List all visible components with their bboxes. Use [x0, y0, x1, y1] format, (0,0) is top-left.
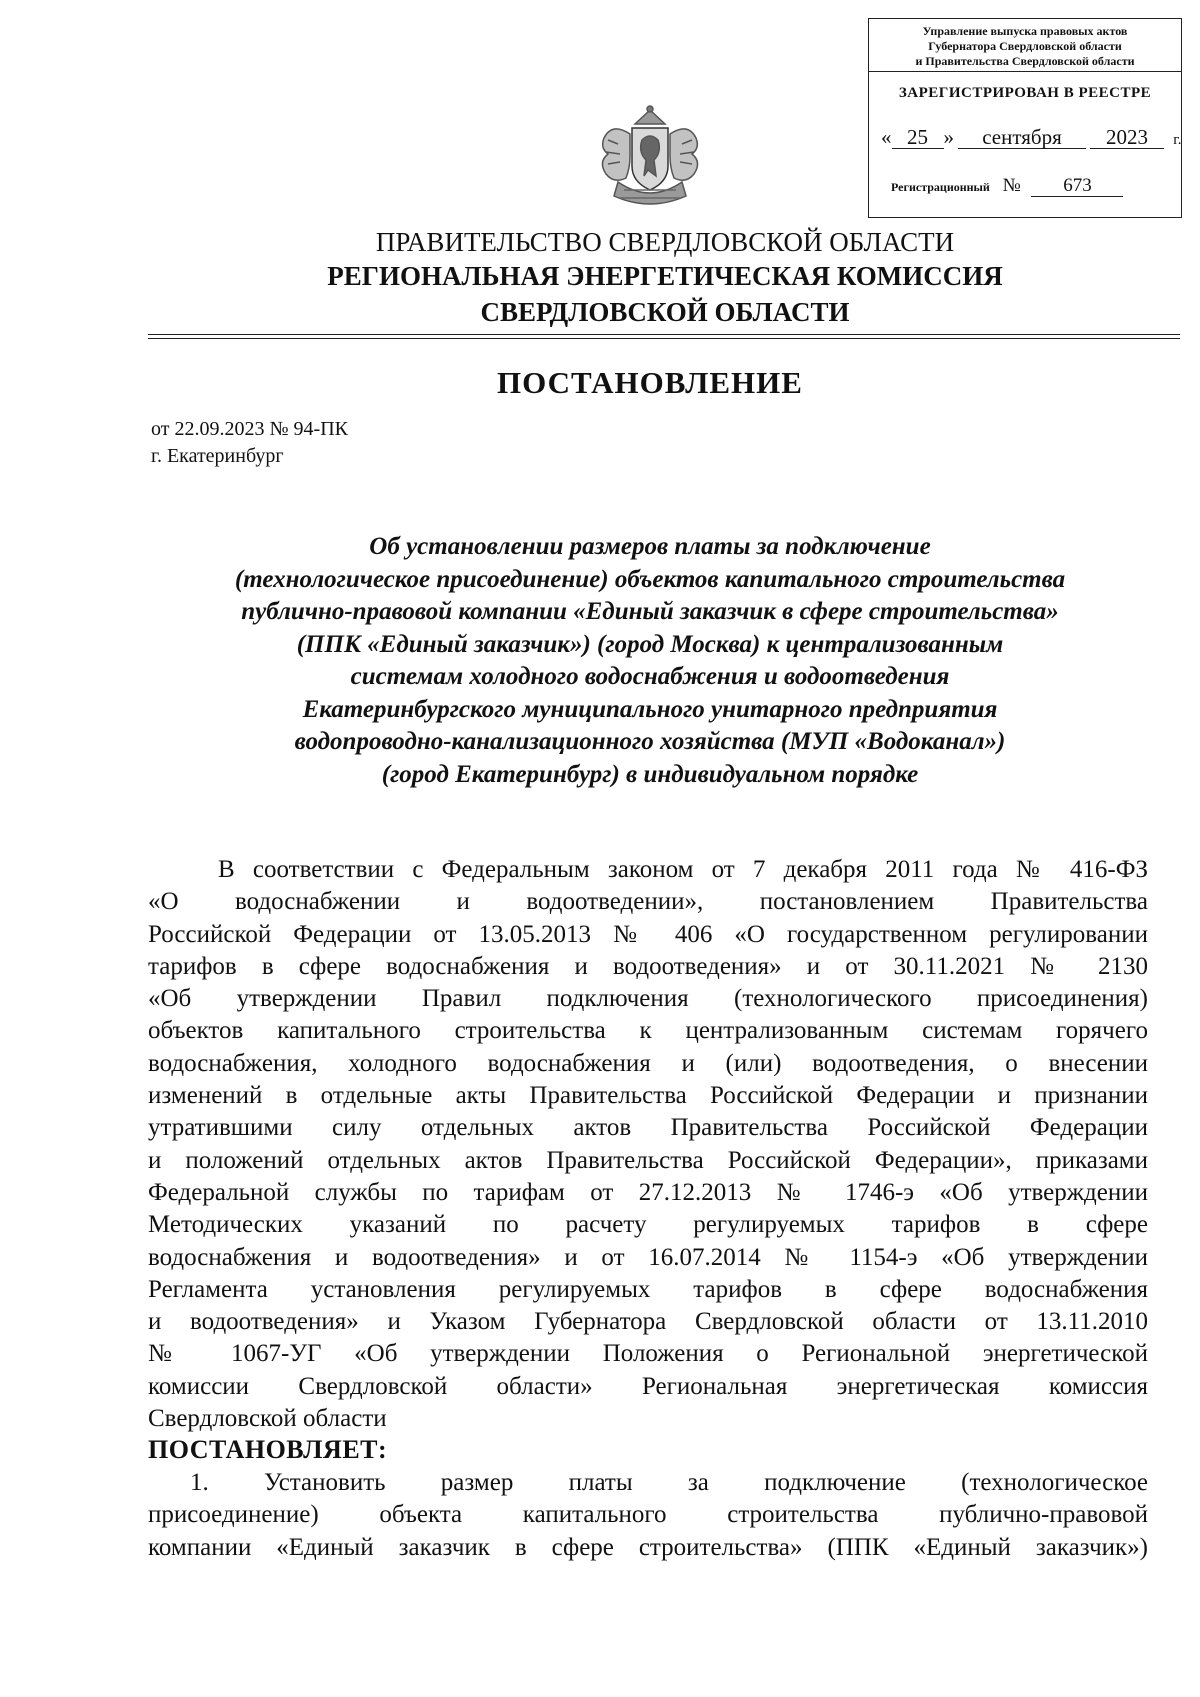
stamp-date — [881, 125, 1181, 150]
subject-line: Екатеринбургского муниципального унитарного предприятия — [302, 695, 998, 723]
item-1-line: 1. Установить размер платы за подключение (технологическое — [190, 1469, 1148, 1496]
preamble-line: Методических указаний по расчету регулируемых тарифов в сфере — [148, 1211, 1148, 1239]
preamble-line: и водоотведения» и Указом Губернатора Свердловской области от 13.11.2010 — [148, 1308, 1148, 1336]
subject-line: публично-правовой компании «Единый заказчик в сфере строительства» — [241, 598, 1059, 625]
preamble-line: комиссии Свердловской области» Региональная энергетическая комиссия — [148, 1372, 1148, 1400]
preamble-line: № 1067-УГ «Об утверждении Положения о Региональной энергетической — [148, 1340, 1148, 1368]
preamble-line: «О водоснабжении и водоотведении», постановлением Правительства — [148, 888, 1148, 916]
preamble-line: «Об утверждении Правил подключения (технологического присоединения) — [148, 985, 1148, 1013]
subject-line: системам холодного водоснабжения и водоотведения — [350, 663, 950, 690]
document-city: г. Екатеринбург — [151, 445, 284, 467]
subject-line: водопроводно-канализационного хозяйства (МУП «Водоканал») — [294, 728, 1006, 755]
header-divider — [148, 334, 1180, 335]
item-1-line: компании «Единый заказчик в сфере строительства» (ППК «Единый заказчик») — [148, 1533, 1148, 1561]
commission-title-line1: РЕГИОНАЛЬНАЯ ЭНЕРГЕТИЧЕСКАЯ КОМИССИЯ — [327, 261, 1003, 291]
header-divider-thin — [148, 338, 1180, 339]
preamble-paragraph — [148, 854, 1148, 1435]
resolve-heading: ПОСТАНОВЛЯЕТ: — [148, 1435, 388, 1464]
document-type: ПОСТАНОВЛЕНИЕ — [497, 365, 803, 400]
document-date-number: от 22.09.2023 № 94-ПК — [151, 418, 349, 440]
preamble-line: тарифов в сфере водоснабжения и водоотведения» и от 30.11.2021 № 2130 — [148, 952, 1148, 980]
subject-line: Об установлении размеров платы за подключение — [369, 533, 931, 560]
subject-line: (город Екатеринбург) в индивидуальном порядке — [381, 760, 919, 788]
subject-line: (технологическое присоединение) объектов капитального строительства — [234, 565, 1066, 593]
stamp-day: 25 — [892, 126, 944, 149]
preamble-line: и положений отдельных актов Правительства Российской Федерации», приказами — [148, 1146, 1148, 1174]
stamp-month: сентября — [958, 126, 1086, 149]
preamble-line: водоснабжения и водоотведения» и от 16.07.2014 № 1154-э «Об утверждении — [148, 1243, 1148, 1271]
stamp-reg-label: Регистрационный — [891, 180, 990, 194]
registry-stamp — [868, 18, 1182, 218]
stamp-quote-close: » — [943, 125, 954, 149]
preamble-line: изменений в отдельные акты Правительства Российской Федерации и признании — [148, 1082, 1148, 1110]
government-title: ПРАВИТЕЛЬСТВО СВЕРДЛОВСКОЙ ОБЛАСТИ — [375, 227, 955, 257]
document-subject — [150, 531, 1150, 791]
preamble-line: Свердловской области — [148, 1405, 387, 1433]
preamble-line: утратившими силу отдельных актов Правительства Российской Федерации — [148, 1114, 1148, 1142]
stamp-header-line: Губернатора Свердловской области — [928, 39, 1122, 53]
stamp-reg-number: 673 — [1031, 176, 1123, 197]
subject-line: (ППК «Единый заказчик») (город Москва) к централизованным — [296, 630, 1004, 658]
preamble-line: объектов капитального строительства к централизованным системам горячего — [148, 1017, 1148, 1045]
stamp-header-line: и Правительства Свердловской области — [915, 54, 1135, 68]
item-1-line: присоединение) объекта капитального строительства публично-правовой — [148, 1501, 1148, 1529]
commission-title-line2: СВЕРДЛОВСКОЙ ОБЛАСТИ — [480, 297, 850, 327]
preamble-line: Федеральной службы по тарифам от 27.12.2013 № 1746-э «Об утверждении — [148, 1178, 1148, 1206]
stamp-registration-number — [891, 175, 1123, 197]
stamp-quote-open: « — [881, 125, 892, 149]
item-1-paragraph — [148, 1467, 1148, 1564]
stamp-year-suffix: г. — [1173, 132, 1182, 148]
preamble-line: В соответствии с Федеральным законом от 7 декабря 2011 года № 416-ФЗ — [218, 856, 1148, 883]
stamp-number-sign: № — [1002, 175, 1021, 196]
preamble-line: водоснабжения, холодного водоснабжения и (или) водоотведения, о внесении — [148, 1049, 1148, 1077]
preamble-line: Российской Федерации от 13.05.2013 № 406 «О государственном регулировании — [148, 920, 1148, 948]
stamp-header-line: Управление выпуска правовых актов — [922, 24, 1128, 38]
stamp-year: 2023 — [1090, 126, 1164, 149]
preamble-line: Регламента установления регулируемых тарифов в сфере водоснабжения — [148, 1275, 1148, 1303]
stamp-header — [869, 19, 1181, 72]
coat-of-arms-icon — [590, 104, 710, 214]
stamp-registered-label: ЗАРЕГИСТРИРОВАН В РЕЕСТРЕ — [898, 85, 1152, 101]
